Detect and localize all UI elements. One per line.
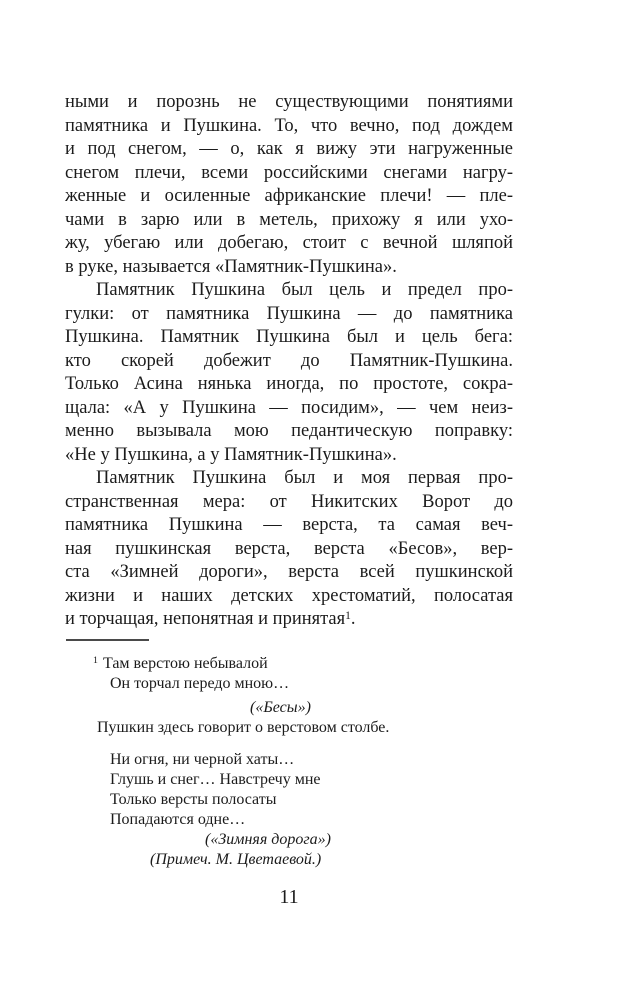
footnote	[65, 654, 513, 870]
text-line: ста «Зимней дороги», верста всей пушкинской	[65, 562, 513, 582]
verse-line: Ни огня, ни черной хаты…	[110, 751, 295, 768]
paragraph	[65, 467, 513, 632]
text-line: жу, убегаю или добегаю, стоит с вечной шляпой	[65, 233, 513, 253]
text-line: жизни и наших детских хрестоматий, полосатая	[65, 585, 513, 606]
paragraph	[65, 91, 513, 279]
text-line: щала: «А у Пушкина — посидим», — чем неиз-	[65, 397, 513, 418]
text-line: снегом плечи, всеми российскими снегами нагру-	[65, 162, 513, 183]
verse-line: Только версты полосаты	[110, 791, 277, 808]
verse-line: Попадаются одне…	[110, 811, 246, 828]
source-title: («Зимняя дорога»)	[205, 831, 331, 848]
text-line-fragment: .	[350, 609, 356, 629]
text-line: ными и порознь не существующими понятиями	[65, 92, 513, 112]
text-line: гулки: от памятника Пушкина — до памятника	[65, 303, 513, 324]
footnote-separator-rule	[66, 639, 149, 641]
body-text	[65, 91, 513, 632]
text-line: ная пушкинская верста, верста «Бесов», вер-	[65, 538, 513, 559]
verse-line: Глушь и снег… Навстречу мне	[110, 771, 321, 788]
text-line: Только Асина нянька иногда, по простоте, сокра-	[65, 374, 513, 394]
text-line: Памятник Пушкина был и моя первая про-	[96, 468, 513, 488]
attribution: (Примеч. М. Цветаевой.)	[150, 851, 322, 868]
verse-line: Он торчал передо мною…	[110, 675, 290, 692]
text-line-fragment: и торчащая, непонятная и принятая	[65, 609, 346, 629]
verse-text: Там верстою небывалой	[102, 655, 268, 672]
text-line: «Не у Пушкина, а у Памятник-Пушкина».	[65, 444, 397, 465]
text-line: памятника Пушкина — верста, та самая веч-	[65, 515, 513, 535]
text-line: в руке, называется «Памятник-Пушкина».	[65, 256, 397, 277]
text-line: чами в зарю или в метель, прихожу я или ухо-	[65, 209, 513, 230]
text-line: менно вызывала мою педантическую поправку:	[65, 421, 513, 441]
footnote-comment: Пушкин здесь говорит о верстовом столбе.	[97, 719, 390, 736]
text-line: и торчащая, непонятная и принятая1.	[65, 609, 356, 629]
text-line: памятника и Пушкина. То, что вечно, под дождем	[65, 115, 513, 136]
text-line: женные и осиленные африканские плечи! — пле-	[65, 186, 513, 206]
text-line: и под снегом, — о, как я вижу эти нагруженные	[65, 139, 513, 159]
verse-line: 1 Там верстою небывалой	[93, 655, 268, 672]
text-line: Пушкина. Памятник Пушкина был и цель бега:	[65, 327, 513, 347]
text-line: кто скорей добежит до Памятник-Пушкина.	[65, 350, 513, 371]
page-number: 11	[279, 886, 299, 908]
verse-stanza	[65, 750, 513, 830]
source-title: («Бесы»)	[250, 699, 311, 716]
text-line: странственная мера: от Никитских Ворот до	[65, 491, 513, 512]
text-line: Памятник Пушкина был цель и предел про-	[96, 280, 513, 300]
paragraph	[65, 279, 513, 467]
